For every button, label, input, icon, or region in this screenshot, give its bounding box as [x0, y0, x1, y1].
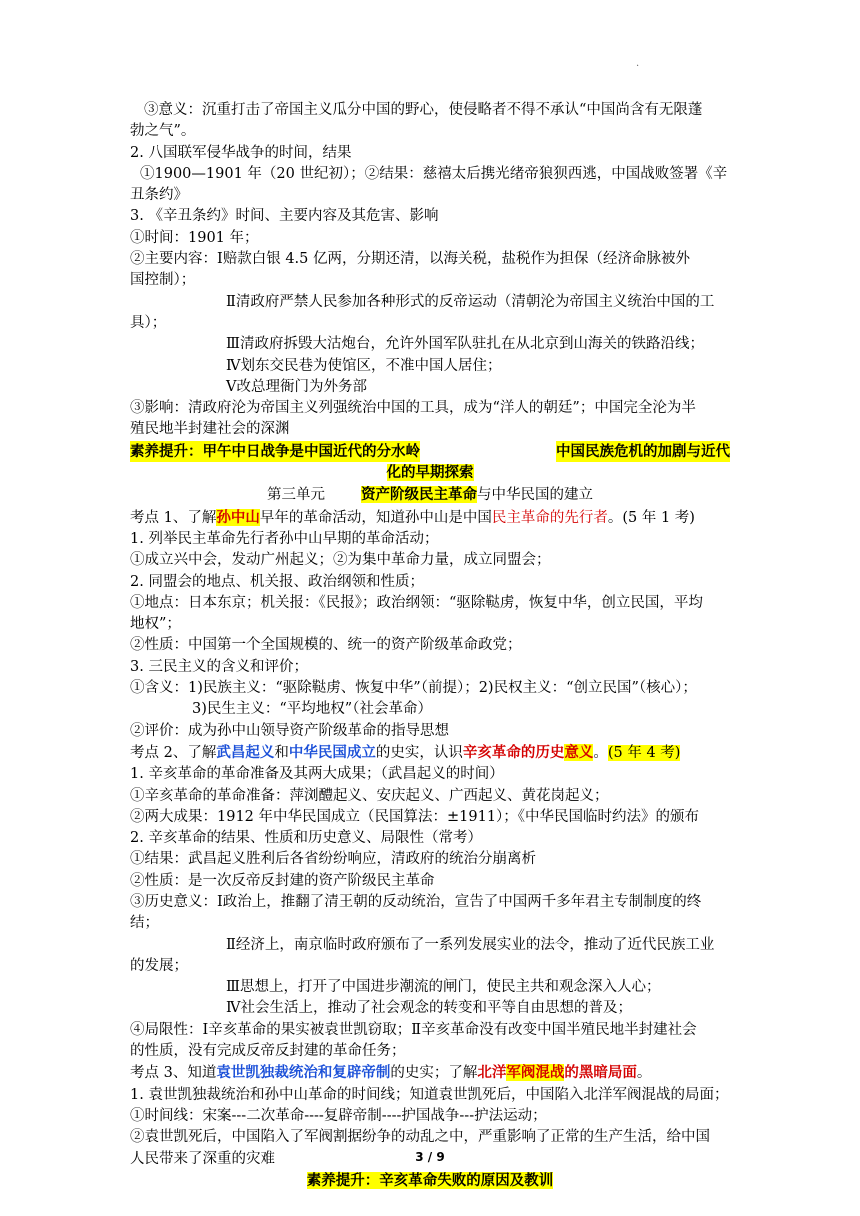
text-line: ①时间线：宋案---二次革命----复辟帝制----护国战争---护法运动； [130, 1107, 547, 1124]
text-line: ③意义：沉重打击了帝国主义瓜分中国的野心，使侵略者不得不承认“中国尚含有无限蓬 [144, 102, 703, 118]
text-line: 人民带来了深重的灾难 [130, 1150, 275, 1167]
text-line: Ⅱ清政府严禁人民参加各种形式的反帝运动（清朝沦为帝国主义统治中国的工 [226, 293, 715, 310]
text-line: ①地点：日本东京；机关报：《民报》；政治纲领：“驱除鞑虏，恢复中华，创立民国，平均 [130, 594, 703, 611]
kaodian-3 [130, 1062, 730, 1084]
kaodian-keyword: 的黑暗局面 [564, 1064, 637, 1082]
kaodian-keyword: 民主革命的先行者 [491, 509, 608, 526]
text-line: ①成立兴中会，发动广州起义；②为集中革命力量，成立同盟会； [130, 552, 551, 569]
kaodian-keyword: 意义 [564, 743, 594, 761]
kaodian-1 [130, 507, 730, 529]
suyang-right: 中国民族危机的加剧与近代 [556, 441, 730, 462]
text-line: Ⅳ社会生活上，推动了社会观念的转变和平等自由思想的普及； [226, 1000, 632, 1017]
text-line: 1. 列举民主革命先行者孙中山早期的革命活动； [130, 530, 439, 547]
text-line: Ⅱ经济上，南京临时政府颁布了一系列发展实业的法令，推动了近代民族工业 [226, 936, 715, 953]
text-line: 的性质，没有完成反帝反封建的革命任务； [130, 1043, 406, 1060]
page-number: 3 / 9 [415, 1150, 445, 1164]
text-line: ②袁世凯死后，中国陷入了军阀割据纷争的动乱之中，严重影响了正常的生产生活，给中国 [130, 1129, 710, 1146]
text-line: ①含义：1)民族主义：“驱除鞑虏、恢复中华”（前提）；2)民权主义：“创立民国”（核心）； [130, 680, 697, 697]
unit-title [130, 484, 730, 506]
kaodian-text: 。 [593, 744, 608, 761]
text-line: 2. 辛亥革命的结果、性质和历史意义、局限性（常考） [130, 830, 482, 847]
text-line: 2. 八国联军侵华战争的时间，结果 [130, 144, 352, 161]
text-line: ①1900—1901 年（20 世纪初）；②结果：慈禧太后携光绪帝狼狈西逃，中国战败签署《辛 [140, 165, 728, 182]
text-line: 勃之气”。 [130, 123, 196, 140]
unit-prefix: 第三单元 [267, 487, 325, 504]
text-line: 1. 辛亥革命的革命准备及其两大成果；（武昌起义的时间） [130, 766, 504, 783]
text-line: ④局限性：Ⅰ辛亥革命的果实被袁世凯窃取；Ⅱ辛亥革命没有改变中国半殖民地半封建社会 [130, 1021, 697, 1038]
kaodian-keyword: 北洋 [477, 1064, 507, 1082]
suyang-heading-1-cont [130, 462, 730, 484]
text-line: Ⅲ清政府拆毁大沽炮台，允许外国军队驻扎在从北京到山海关的铁路沿线； [226, 336, 704, 353]
text-line: ②评价：成为孙中山领导资产阶级革命的指导思想 [130, 722, 449, 739]
text-line: ②两大成果：1912 年中华民国成立（民国算法：±1911）；《中华民国临时约法》的颁布 [130, 808, 700, 825]
text-line: 丑条约》 [130, 187, 188, 204]
unit-highlight: 资产阶级民主革命 [361, 486, 477, 504]
text-line: 2. 同盟会的地点、机关报、政治纲领和性质； [130, 573, 424, 590]
text-line: ①结果：武昌起义胜利后各省纷纷响应，清政府的统治分崩离析 [130, 851, 536, 868]
text-line: 地权”； [130, 616, 181, 633]
kaodian-text: 考点 3、知道 [130, 1065, 217, 1082]
kaodian-keyword: 武昌起义 [216, 743, 275, 761]
text-line: 的发展； [130, 957, 188, 974]
kaodian-keyword: 孙中山 [216, 508, 260, 526]
text-line: 结； [130, 915, 159, 932]
kaodian-text: 的史实；了解 [390, 1065, 478, 1082]
kaodian-text: 。 [636, 1065, 652, 1082]
kaodian-keyword: 袁世凯独裁统治和复辟帝制 [216, 1064, 391, 1082]
text-line: ③影响：清政府沦为帝国主义列强统治中国的工具，成为“洋人的朝廷”；中国完全沦为半 [130, 400, 696, 417]
kaodian-text: 和 [274, 744, 289, 761]
text-line: ②性质：中国第一个全国规模的、统一的资产阶级革命政党； [130, 637, 522, 654]
text-line: 殖民地半封建社会的深渊 [130, 421, 290, 438]
suyang-heading-2 [130, 1170, 730, 1192]
text-line: Ⅲ思想上，打开了中国进步潮流的闸门，使民主共和观念深入人心； [226, 979, 661, 996]
text-line: ①辛亥革命的革命准备：萍浏醴起义、安庆起义、广西起义、黄花岗起义； [130, 787, 609, 804]
kaodian-keyword: 辛亥革命的历史 [462, 743, 565, 761]
text-line: ②主要内容：Ⅰ赔款白银 4.5 亿两，分期还清，以海关税，盐税作为担保（经济命脉被外 [130, 251, 691, 268]
kaodian-keyword: 中华民国成立 [288, 743, 376, 761]
kaodian-2 [130, 742, 730, 764]
unit-suffix: 与中华民国的建立 [477, 487, 593, 504]
header-mark: . [636, 58, 640, 69]
kaodian-text: 考点 1、了解 [130, 509, 217, 526]
text-line: 1. 袁世凯独裁统治和孙中山革命的时间线；知道袁世凯死后，中国陷入北洋军阀混战的局面； [130, 1086, 729, 1103]
text-line: Ⅴ改总理衙门为外务部 [226, 378, 367, 395]
suyang-heading-1 [130, 441, 730, 462]
kaodian-count: (5 年 4 考) [607, 744, 681, 761]
text-line: ②性质：是一次反帝反封建的资产阶级民主革命 [130, 872, 435, 889]
text-line: 3)民生主义：“平均地权”（社会革命） [192, 701, 432, 718]
suyang-label: 素养提升：辛亥革命失败的原因及教训 [306, 1171, 554, 1189]
page-content [130, 100, 730, 1192]
text-line: ③历史意义：Ⅰ政治上，推翻了清王朝的反动统治，宣告了中国两千多年君主专制制度的终 [130, 893, 702, 910]
kaodian-text: 考点 2、了解 [130, 744, 217, 761]
text-line: 具）； [130, 314, 167, 331]
kaodian-text: 。(5 年 1 考) [607, 509, 695, 526]
suyang-second: 化的早期探索 [386, 464, 474, 482]
suyang-label: 素养提升：甲午中日战争是中国近代的分水岭 [130, 441, 420, 462]
kaodian-keyword: 军阀混战 [506, 1064, 565, 1082]
text-line: 国控制）； [130, 272, 196, 289]
kaodian-text: 的史实，认识 [375, 744, 463, 761]
text-line: 3. 三民主义的含义和评价； [130, 658, 308, 675]
kaodian-text: 早年的革命活动，知道孙中山是中国 [259, 509, 492, 526]
text-line: ①时间：1901 年； [130, 229, 259, 246]
text-line: Ⅳ划东交民巷为使馆区，不准中国人居住； [226, 357, 502, 374]
text-line: 3. 《辛丑条约》时间、主要内容及其危害、影响 [130, 208, 439, 225]
